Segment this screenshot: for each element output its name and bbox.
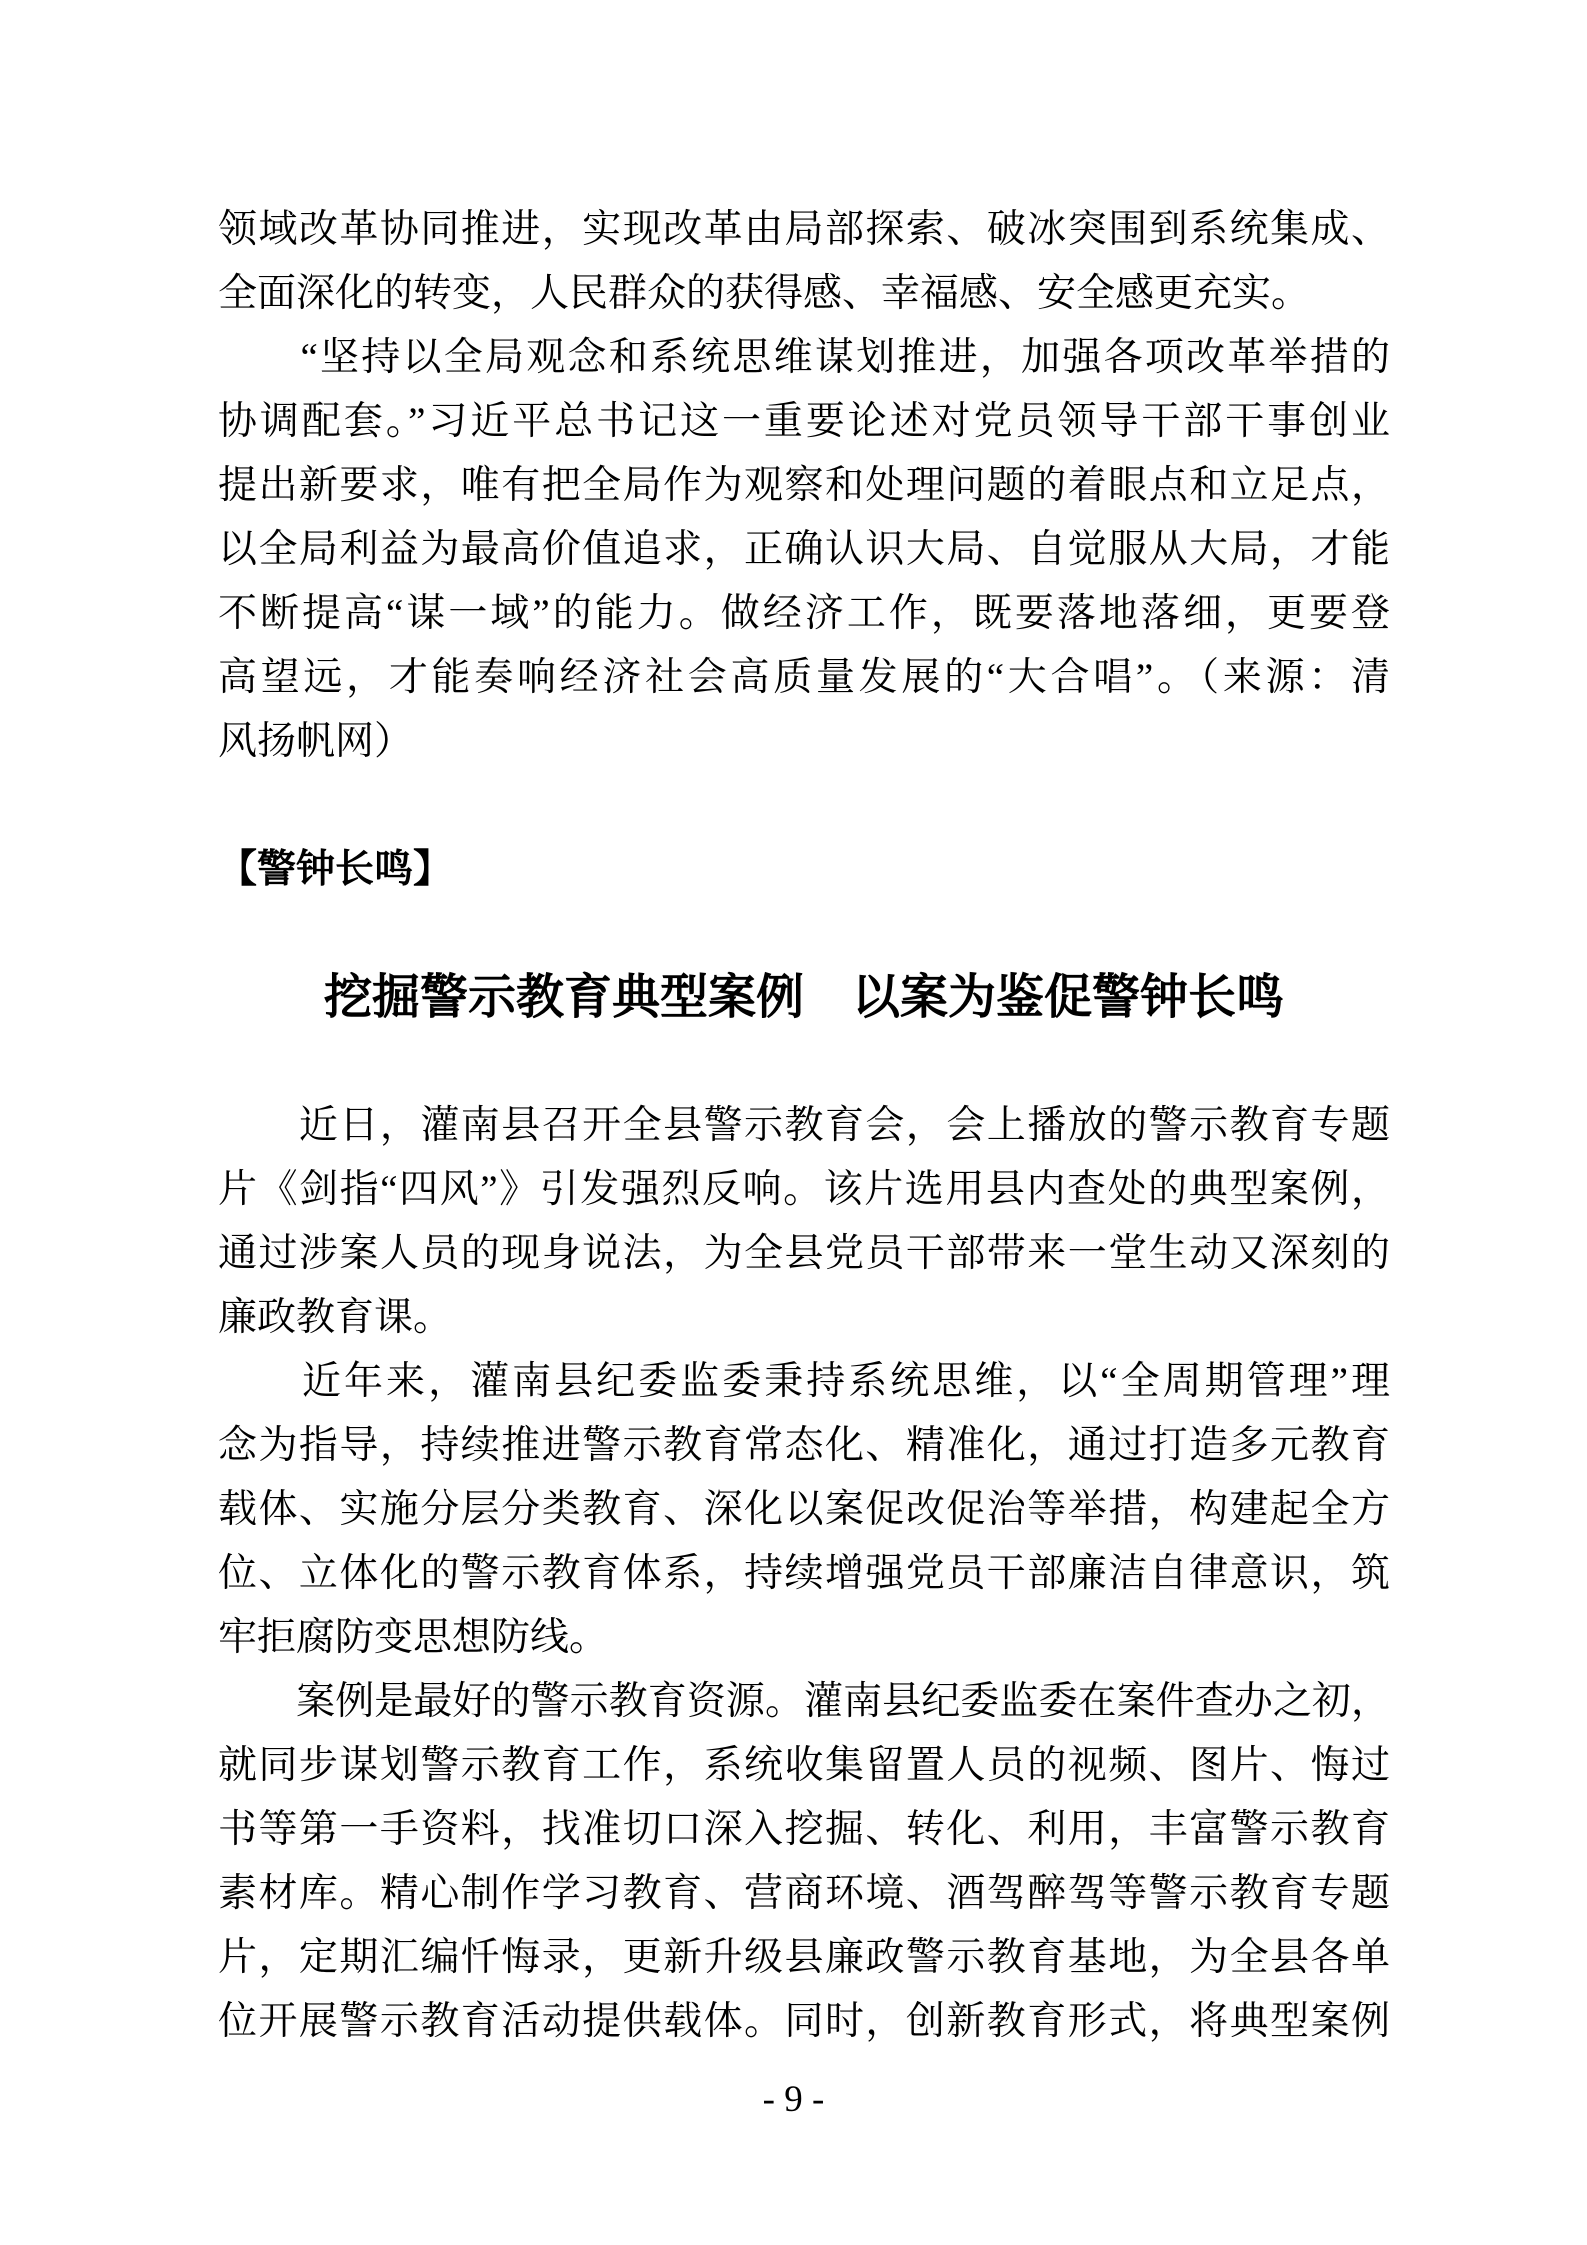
body-line: 协调配套。”习近平总书记这一重要论述对党员领导干部干事创业 [218, 400, 1390, 443]
body-line: 书等第一手资料，找准切口深入挖掘、转化、利用，丰富警示教育 [218, 1808, 1390, 1851]
body-line: 不断提高“谋一域”的能力。做经济工作，既要落地落细，更要登 [218, 592, 1390, 635]
body-line: 高望远，才能奏响经济社会高质量发展的“大合唱”。（来源：清 [218, 656, 1390, 699]
body-line: 就同步谋划警示教育工作，系统收集留置人员的视频、图片、悔过 [218, 1744, 1390, 1787]
body-line: 风扬帆网） [218, 720, 414, 763]
body-line: 载体、实施分层分类教育、深化以案促改促治等举措，构建起全方 [218, 1488, 1390, 1531]
body-line: 位开展警示教育活动提供载体。同时，创新教育形式，将典型案例 [218, 2000, 1390, 2043]
blank-line [218, 1030, 1390, 1094]
body-line: 片《剑指“四风”》引发强烈反响。该片选用县内查处的典型案例， [218, 1168, 1390, 1211]
body-line: 素材库。精心制作学习教育、营商环境、酒驾醉驾等警示教育专题 [218, 1872, 1390, 1915]
body-line: 以全局利益为最高价值追求，正确认识大局、自觉服从大局，才能 [218, 528, 1390, 571]
body-line: 提出新要求，唯有把全局作为观察和处理问题的着眼点和立足点， [218, 464, 1390, 507]
text-column [218, 198, 1390, 2054]
article-title: 挖掘警示教育典型案例 以案为鉴促警钟长鸣 [323, 971, 1284, 1024]
page-number: - 9 - [762, 2079, 825, 2120]
body-line: 通过涉案人员的现身说法，为全县党员干部带来一堂生动又深刻的 [218, 1232, 1390, 1275]
body-line: 片，定期汇编忏悔录，更新升级县廉政警示教育基地，为全县各单 [218, 1936, 1390, 1979]
body-line: “坚持以全局观念和系统思维谋划推进，加强各项改革举措的 [218, 336, 1390, 379]
blank-line [218, 902, 1390, 966]
body-line: 领域改革协同推进，实现改革由局部探索、破冰突围到系统集成、 [218, 208, 1390, 251]
body-line: 念为指导，持续推进警示教育常态化、精准化，通过打造多元教育 [218, 1424, 1390, 1467]
section-heading: 【警钟长鸣】 [218, 848, 453, 891]
body-line: 位、立体化的警示教育体系，持续增强党员干部廉洁自律意识，筑 [218, 1552, 1390, 1595]
body-line: 全面深化的转变，人民群众的获得感、幸福感、安全感更充实。 [218, 272, 1311, 315]
body-line: 牢拒腐防变思想防线。 [218, 1616, 609, 1659]
body-line: 案例是最好的警示教育资源。灌南县纪委监委在案件查办之初， [218, 1680, 1390, 1723]
body-line: 近年来，灌南县纪委监委秉持系统思维，以“全周期管理”理 [218, 1360, 1390, 1403]
body-line: 近日，灌南县召开全县警示教育会，会上播放的警示教育专题 [218, 1104, 1390, 1147]
body-line: 廉政教育课。 [218, 1296, 453, 1339]
blank-line [218, 774, 1390, 838]
